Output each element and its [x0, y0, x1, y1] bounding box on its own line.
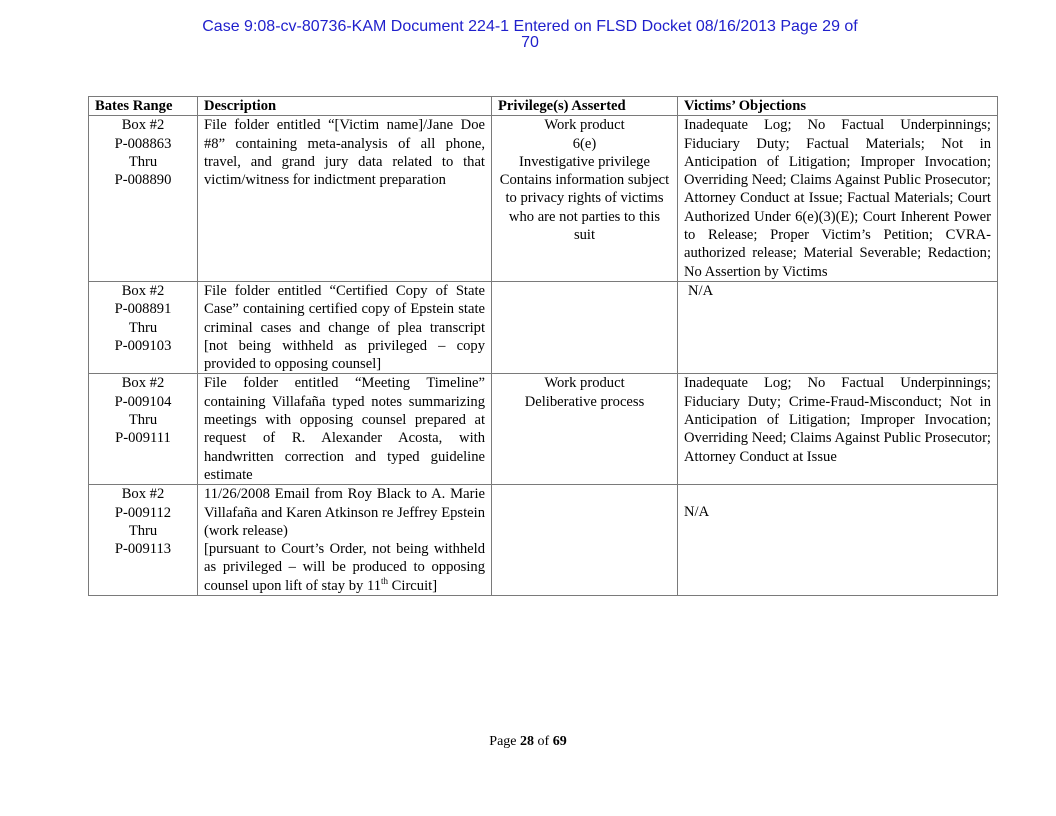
column-header-bates-range: Bates Range	[89, 97, 198, 116]
table-row	[89, 374, 998, 485]
table-row	[89, 281, 998, 373]
column-header-privileges: Privilege(s) Asserted	[492, 97, 678, 116]
bates-range-cell: Box #2 P-008863 Thru P-008890	[89, 116, 198, 282]
bates-range-cell: Box #2 P-009112 Thru P-009113	[89, 485, 198, 596]
bates-range-cell: Box #2 P-009104 Thru P-009111	[89, 374, 198, 485]
privilege-cell: Work product Deliberative process	[492, 374, 678, 485]
table-row	[89, 116, 998, 282]
page-footer: Page 28 of 69	[489, 734, 567, 749]
privilege-cell	[492, 281, 678, 373]
objections-cell: Inadequate Log; No Factual Underpinnings; Fiduciary Duty; Factual Materials; Not in Anticipation of Litigation; Improper Invocation; Overriding Need; Claims Against Public Prosecutor; Attorney Conduct at Issue; Factual Materials; Court Authorized Under 6(e)(3)(E); Court Inherent Power to Release; Proper Victim’s Petition; CVRA-authorized release; Material Severable; Redaction; No Assertion by Victims	[678, 116, 998, 282]
column-header-description: Description	[198, 97, 492, 116]
page-number: 28	[520, 734, 535, 749]
privilege-log-table	[88, 96, 998, 596]
privilege-cell	[492, 485, 678, 596]
court-filing-header	[180, 19, 880, 51]
bates-range-cell: Box #2 P-008891 Thru P-009103	[89, 281, 198, 373]
description-cell: 11/26/2008 Email from Roy Black to A. Marie Villafaña and Karen Atkinson re Jeffrey Epstein (work release) [pursuant to Court’s Order, not being withheld as privileged – will be produced to opposing counsel upon lift of stay by 11th Circuit]	[198, 485, 492, 596]
table-header-row	[89, 97, 998, 116]
court-header-line1: Case 9:08-cv-80736-KAM Document 224-1 Entered on FLSD Docket 08/16/2013 Page 29 of	[202, 18, 858, 35]
objections-cell: Inadequate Log; No Factual Underpinnings; Fiduciary Duty; Crime-Fraud-Misconduct; Not in Anticipation of Litigation; Improper Invocation; Overriding Need; Claims Against Public Prosecutor; Attorney Conduct at Issue	[678, 374, 998, 485]
description-cell: File folder entitled “[Victim name]/Jane Doe #8” containing meta-analysis of all phone, travel, and grand jury data related to that victim/witness for indictment preparation	[198, 116, 492, 282]
description-cell: File folder entitled “Certified Copy of State Case” containing certified copy of Epstein state criminal cases and change of plea transcript [not being withheld as privileged – copy provided to opposing counsel]	[198, 281, 492, 373]
objections-cell: N/A	[678, 485, 998, 596]
privilege-cell: Work product 6(e) Investigative privilege Contains information subject to privacy rights of victims who are not parties to this suit	[492, 116, 678, 282]
column-header-victims-objections: Victims’ Objections	[678, 97, 998, 116]
table-row	[89, 485, 998, 596]
court-header-line2: 70	[521, 34, 539, 51]
objections-cell: N/A	[678, 281, 998, 373]
description-cell: File folder entitled “Meeting Timeline” containing Villafaña typed notes summarizing meetings with opposing counsel prepared at request of R. Alexander Acosta, with handwritten correction and typed guideline estimate	[198, 374, 492, 485]
page-total: 69	[552, 734, 567, 749]
